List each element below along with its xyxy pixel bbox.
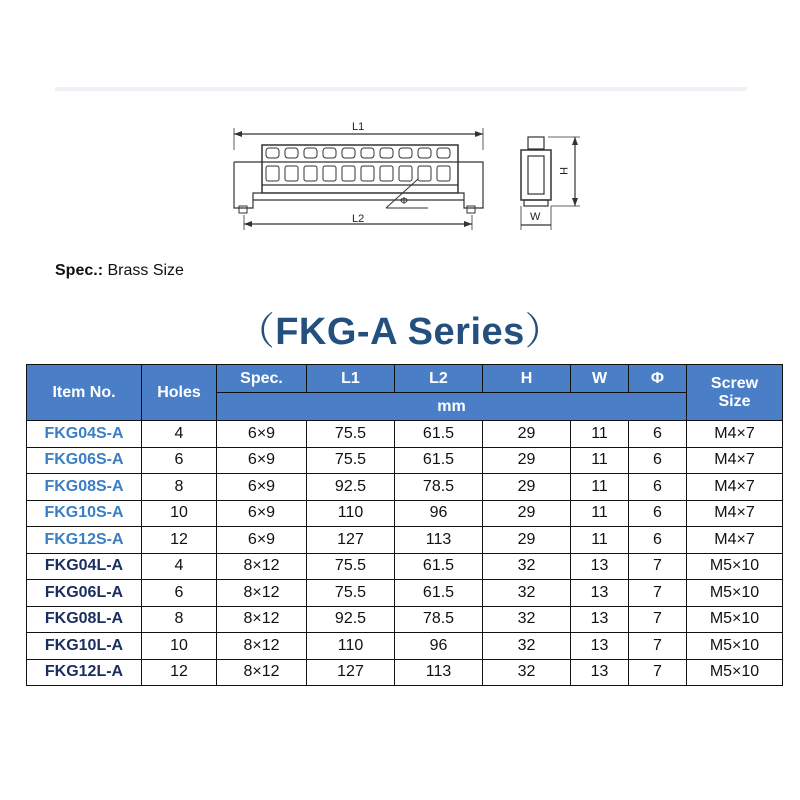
cell-h: 32 <box>483 633 571 660</box>
cell-phi: 6 <box>629 527 687 554</box>
header-phi: Φ <box>629 365 687 393</box>
cell-h: 32 <box>483 580 571 607</box>
cell-spec: 6×9 <box>217 527 307 554</box>
cell-l2: 61.5 <box>395 553 483 580</box>
cell-spec: 6×9 <box>217 474 307 501</box>
header-l2: L2 <box>395 365 483 393</box>
cell-item: FKG06S-A <box>27 447 142 474</box>
cell-w: 11 <box>571 474 629 501</box>
series-open-paren: （ <box>236 311 276 353</box>
table-row <box>27 659 783 686</box>
cell-holes: 10 <box>142 633 217 660</box>
series-close-paren: ） <box>524 311 564 353</box>
cell-screw: M5×10 <box>687 659 783 686</box>
series-name: FKG-A Series <box>275 311 525 353</box>
screw-head <box>418 148 431 158</box>
cell-l1: 75.5 <box>307 553 395 580</box>
spec-value: Brass Size <box>107 262 184 279</box>
cell-w: 11 <box>571 500 629 527</box>
cell-l1: 127 <box>307 527 395 554</box>
cell-screw: M5×10 <box>687 553 783 580</box>
terminal-hole <box>266 166 279 181</box>
left-foot <box>234 162 262 208</box>
table-row <box>27 474 783 501</box>
cell-l1: 110 <box>307 500 395 527</box>
cell-holes: 8 <box>142 474 217 501</box>
header-screw-line2: Size <box>718 392 751 410</box>
cell-h: 32 <box>483 553 571 580</box>
cell-item: FKG12S-A <box>27 527 142 554</box>
cell-w: 13 <box>571 553 629 580</box>
terminal-hole <box>380 166 393 181</box>
l1-label: L1 <box>352 121 365 133</box>
header-item-no: Item No. <box>27 365 142 421</box>
cell-phi: 7 <box>629 580 687 607</box>
cell-h: 29 <box>483 474 571 501</box>
cell-phi: 6 <box>629 447 687 474</box>
terminal-hole <box>304 166 317 181</box>
screw-head <box>285 148 298 158</box>
header-l1: L1 <box>307 365 395 393</box>
screw-head <box>304 148 317 158</box>
cell-w: 13 <box>571 606 629 633</box>
cell-screw: M5×10 <box>687 633 783 660</box>
screw-head <box>437 148 450 158</box>
cell-phi: 7 <box>629 659 687 686</box>
spec-table <box>26 364 783 686</box>
table-row <box>27 553 783 580</box>
spec-label: Spec.: <box>55 262 104 279</box>
cell-item: FKG06L-A <box>27 580 142 607</box>
cell-holes: 6 <box>142 447 217 474</box>
terminal-hole <box>285 166 298 181</box>
cell-holes: 10 <box>142 500 217 527</box>
cell-holes: 4 <box>142 421 217 448</box>
terminal-hole <box>437 166 450 181</box>
cell-item: FKG10L-A <box>27 633 142 660</box>
terminal-hole <box>361 166 374 181</box>
cell-l1: 75.5 <box>307 421 395 448</box>
cell-spec: 8×12 <box>217 659 307 686</box>
table-row <box>27 527 783 554</box>
cell-spec: 8×12 <box>217 633 307 660</box>
cell-spec: 8×12 <box>217 580 307 607</box>
cell-holes: 12 <box>142 659 217 686</box>
screw-slots <box>266 148 450 181</box>
cell-spec: 8×12 <box>217 606 307 633</box>
cell-w: 11 <box>571 421 629 448</box>
terminal-hole <box>323 166 336 181</box>
right-foot <box>458 162 483 208</box>
cell-l2: 113 <box>395 527 483 554</box>
cell-screw: M4×7 <box>687 474 783 501</box>
cell-screw: M5×10 <box>687 606 783 633</box>
cell-screw: M5×10 <box>687 580 783 607</box>
cell-holes: 4 <box>142 553 217 580</box>
cell-l2: 61.5 <box>395 421 483 448</box>
cell-phi: 7 <box>629 553 687 580</box>
header-holes: Holes <box>142 365 217 421</box>
header-h: H <box>483 365 571 393</box>
table-row <box>27 633 783 660</box>
cell-screw: M4×7 <box>687 527 783 554</box>
cell-spec: 8×12 <box>217 553 307 580</box>
cell-l2: 96 <box>395 633 483 660</box>
cell-w: 13 <box>571 633 629 660</box>
cell-l1: 75.5 <box>307 447 395 474</box>
cell-h: 29 <box>483 527 571 554</box>
cell-l2: 61.5 <box>395 580 483 607</box>
terminal-hole <box>418 166 431 181</box>
w-label: W <box>530 211 541 223</box>
table-body <box>27 421 783 686</box>
cell-holes: 12 <box>142 527 217 554</box>
cell-h: 29 <box>483 447 571 474</box>
screw-head <box>380 148 393 158</box>
screw-head <box>361 148 374 158</box>
cell-item: FKG10S-A <box>27 500 142 527</box>
cell-h: 32 <box>483 606 571 633</box>
cell-phi: 7 <box>629 606 687 633</box>
cell-w: 11 <box>571 527 629 554</box>
cell-l2: 61.5 <box>395 447 483 474</box>
cell-holes: 8 <box>142 606 217 633</box>
screw-head <box>399 148 412 158</box>
header-screw-line1: Screw <box>710 374 759 392</box>
cell-spec: 6×9 <box>217 500 307 527</box>
cell-spec: 6×9 <box>217 421 307 448</box>
terminal-hole <box>342 166 355 181</box>
terminal-hole <box>399 166 412 181</box>
header-w: W <box>571 365 629 393</box>
l2-label: L2 <box>352 213 365 225</box>
h-label: H <box>557 167 569 175</box>
cell-screw: M4×7 <box>687 447 783 474</box>
table-row <box>27 421 783 448</box>
header-screw-size <box>687 365 783 421</box>
cell-phi: 6 <box>629 500 687 527</box>
cell-item: FKG12L-A <box>27 659 142 686</box>
spec-line <box>55 262 184 280</box>
screw-head <box>266 148 279 158</box>
cell-w: 11 <box>571 447 629 474</box>
cell-h: 29 <box>483 500 571 527</box>
cell-screw: M4×7 <box>687 421 783 448</box>
cell-l1: 110 <box>307 633 395 660</box>
phi-label: Φ <box>400 196 408 207</box>
cell-phi: 7 <box>629 633 687 660</box>
cell-holes: 6 <box>142 580 217 607</box>
cell-l1: 92.5 <box>307 474 395 501</box>
cell-l2: 113 <box>395 659 483 686</box>
cell-l1: 75.5 <box>307 580 395 607</box>
cell-phi: 6 <box>629 474 687 501</box>
table-row <box>27 447 783 474</box>
side-profile <box>521 150 551 200</box>
table-row <box>27 580 783 607</box>
cell-w: 13 <box>571 580 629 607</box>
header-unit: mm <box>217 393 687 421</box>
cell-screw: M4×7 <box>687 500 783 527</box>
table-row <box>27 500 783 527</box>
cell-h: 29 <box>483 421 571 448</box>
cell-item: FKG08L-A <box>27 606 142 633</box>
cell-l1: 92.5 <box>307 606 395 633</box>
cell-l2: 78.5 <box>395 474 483 501</box>
cell-l2: 78.5 <box>395 606 483 633</box>
cell-l2: 96 <box>395 500 483 527</box>
cell-phi: 6 <box>629 421 687 448</box>
screw-head <box>342 148 355 158</box>
cell-h: 32 <box>483 659 571 686</box>
screw-head <box>323 148 336 158</box>
header-spec: Spec. <box>217 365 307 393</box>
cell-item: FKG04L-A <box>27 553 142 580</box>
cell-item: FKG08S-A <box>27 474 142 501</box>
technical-drawing <box>0 0 800 260</box>
cell-item: FKG04S-A <box>27 421 142 448</box>
cell-w: 13 <box>571 659 629 686</box>
cell-l1: 127 <box>307 659 395 686</box>
cell-spec: 6×9 <box>217 447 307 474</box>
table-row <box>27 606 783 633</box>
series-title <box>0 300 800 355</box>
